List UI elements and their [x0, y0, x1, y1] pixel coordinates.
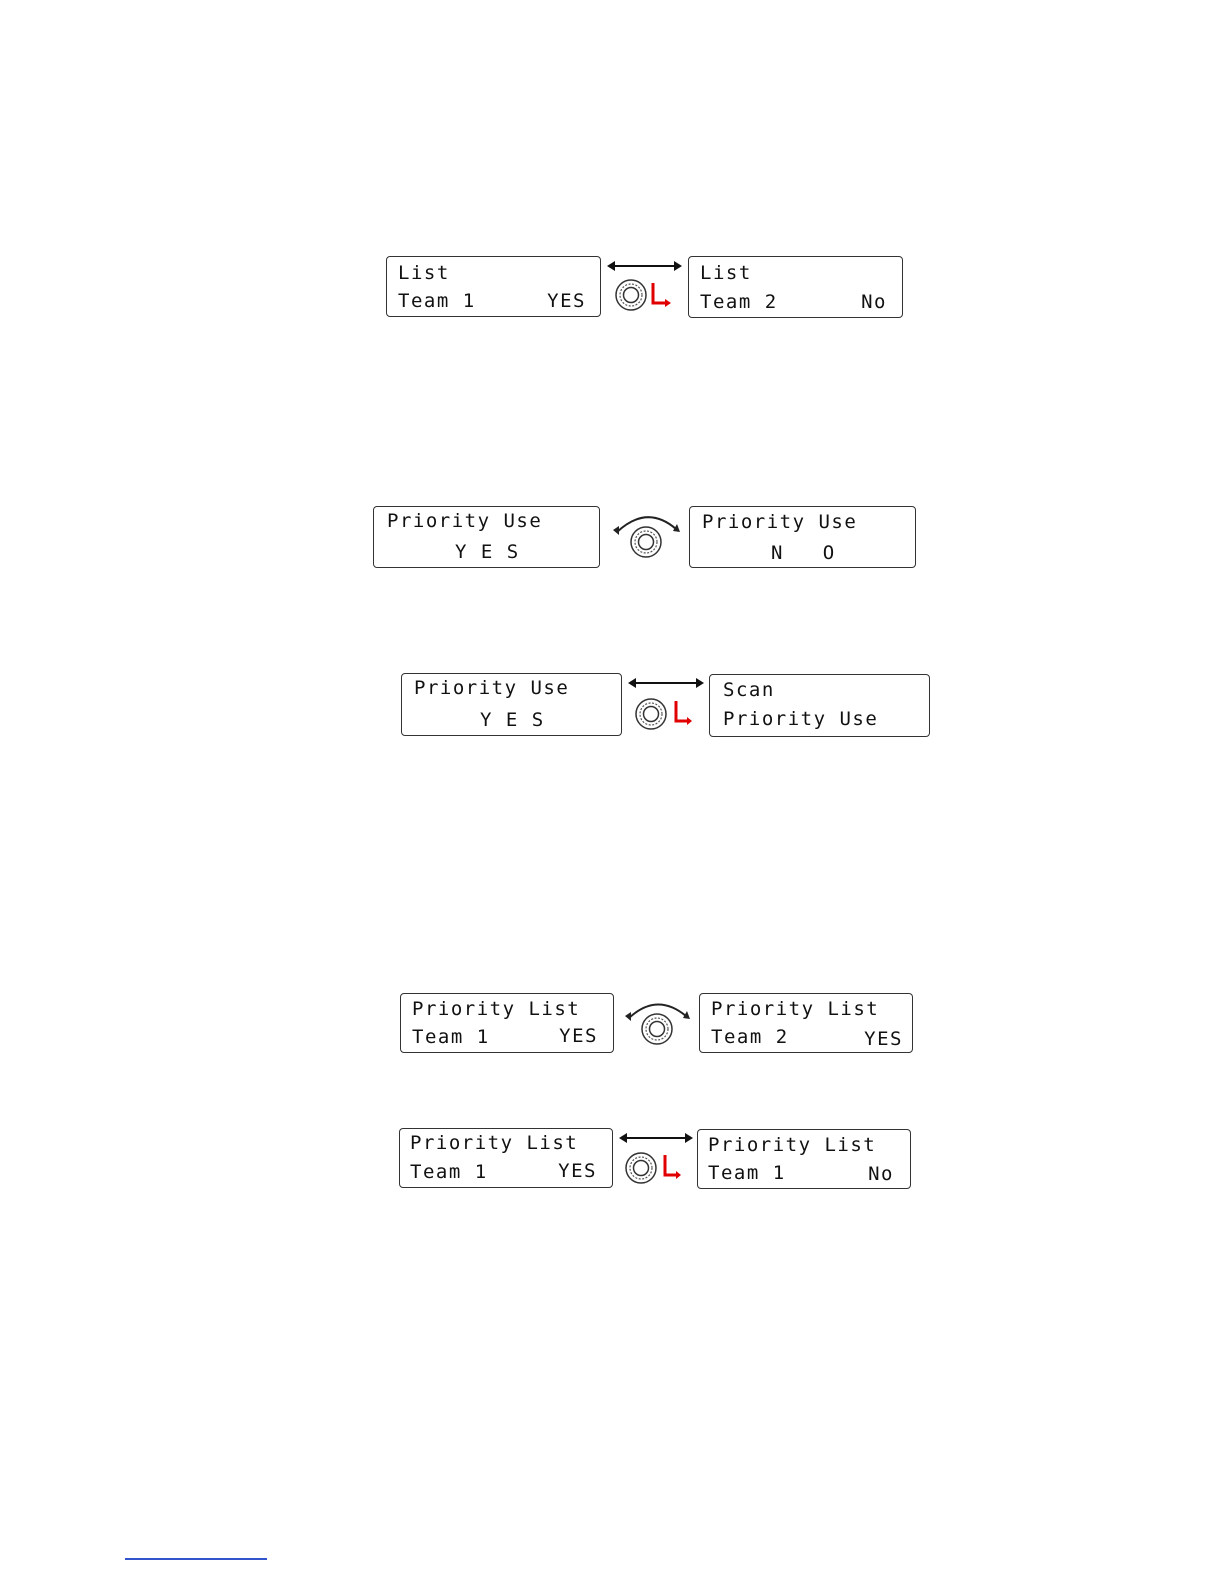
- lcd-display-priority-list-team2: [699, 993, 913, 1053]
- double-arrow-icon: [609, 265, 680, 267]
- lcd-line1: Priority List: [410, 1132, 579, 1154]
- lcd-line2: Priority Use: [723, 708, 879, 730]
- lcd-display-list-team1: [386, 256, 601, 317]
- lcd-line2: Team 1: [398, 290, 476, 312]
- lcd-line1: Priority Use: [702, 511, 858, 533]
- lcd-line1: Priority List: [711, 998, 880, 1020]
- lcd-display-priority-list-team1-yes: [399, 1128, 613, 1188]
- lcd-line1: Priority List: [412, 998, 581, 1020]
- lcd-line2: Team 2: [711, 1026, 789, 1048]
- lcd-display-priority-use-yes: [373, 506, 600, 568]
- lcd-value: YES: [558, 1160, 597, 1182]
- lcd-value: No: [868, 1163, 894, 1185]
- lcd-display-priority-list-team1-no: [697, 1129, 911, 1189]
- lcd-line2: Team 2: [700, 291, 778, 313]
- lcd-line1: Priority Use: [387, 510, 543, 532]
- double-arrow-icon: [621, 1137, 691, 1139]
- lcd-line1: Priority List: [708, 1134, 877, 1156]
- lcd-display-priority-use-yes-2: [401, 673, 622, 736]
- knob-rotate-icon: [612, 508, 682, 560]
- lcd-value: YES: [559, 1025, 598, 1047]
- lcd-line2: Team 1: [412, 1026, 490, 1048]
- lcd-line1: List: [700, 262, 752, 284]
- lcd-display-scan-priority-use: [709, 674, 930, 737]
- knob-rotate-icon: [624, 996, 692, 1048]
- lcd-line2: Y E S: [480, 709, 545, 731]
- lcd-line2: Team 1: [708, 1162, 786, 1184]
- lcd-value: YES: [864, 1028, 903, 1050]
- lcd-line2: N O: [771, 542, 836, 564]
- lcd-value: No: [861, 291, 887, 313]
- lcd-display-priority-list-team1: [400, 993, 614, 1053]
- lcd-value: YES: [547, 290, 586, 312]
- lcd-line1: List: [398, 262, 450, 284]
- lcd-line1: Priority Use: [414, 677, 570, 699]
- lcd-line2: Y E S: [455, 541, 520, 563]
- knob-press-icon: [624, 1151, 682, 1187]
- lcd-display-priority-use-no: [689, 506, 916, 568]
- lcd-line1: Scan: [723, 679, 775, 701]
- knob-press-icon: [614, 278, 672, 314]
- footnote-rule: [125, 1558, 267, 1560]
- lcd-display-list-team2: [688, 256, 903, 318]
- knob-press-icon: [634, 697, 692, 733]
- double-arrow-icon: [630, 682, 702, 684]
- lcd-line2: Team 1: [410, 1161, 488, 1183]
